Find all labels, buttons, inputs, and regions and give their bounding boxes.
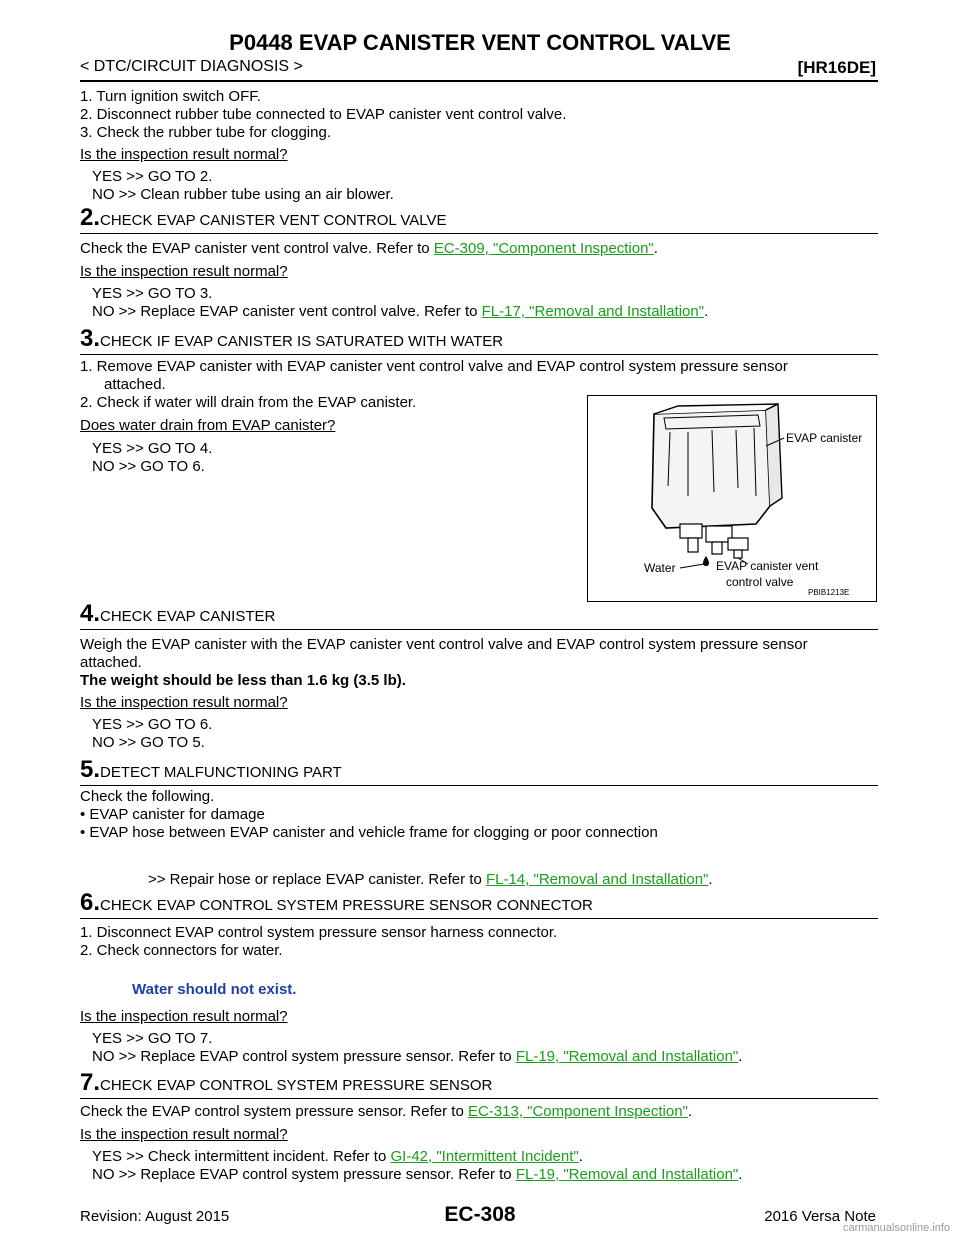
text: . (708, 871, 713, 888)
page-number: EC-308 (444, 1203, 516, 1226)
fl-19-link-2[interactable]: FL-19, "Removal and Installation" (515, 1166, 739, 1183)
fl-14-link[interactable]: FL-14, "Removal and Installation" (485, 871, 709, 888)
section-label: < DTC/CIRCUIT DIAGNOSIS > (80, 58, 303, 75)
step-5-bullet-1: • EVAP canister for damage (80, 806, 265, 823)
step-rule (80, 918, 878, 919)
step-3-item-2: 2. Check if water will drain from the EVAP canister. (80, 394, 417, 411)
step-title: CHECK IF EVAP CANISTER IS SATURATED WITH WATER (100, 333, 504, 350)
text: . (738, 1166, 743, 1183)
evap-canister-drawing (588, 396, 876, 601)
step-4-heading (80, 600, 275, 628)
header-rule (80, 80, 878, 82)
text: >> Repair hose or replace EVAP canister. Refer to (148, 871, 486, 888)
step-rule (80, 233, 878, 234)
step-3-no: NO >> GO TO 6. (92, 458, 205, 475)
step-title: DETECT MALFUNCTIONING PART (100, 764, 342, 781)
step-title: CHECK EVAP CONTROL SYSTEM PRESSURE SENSOR CONNECTOR (100, 897, 593, 914)
engine-label: [HR16DE] (797, 58, 876, 77)
step-number: 6. (80, 889, 101, 916)
step-3-yes: YES >> GO TO 4. (92, 440, 213, 457)
step-4-text-2: attached. (80, 654, 142, 671)
label-water: Water (644, 561, 676, 575)
step-number: 7. (80, 1069, 101, 1096)
text: NO >> Replace EVAP canister vent control valve. Refer to (92, 303, 482, 320)
intro-no: NO >> Clean rubber tube using an air blower. (92, 186, 394, 203)
step-2-no (92, 303, 708, 320)
label-valve-line2: control valve (726, 575, 794, 589)
ec-313-link[interactable]: EC-313, "Component Inspection" (467, 1103, 688, 1120)
step-7-no (92, 1166, 742, 1183)
step-5-bullet-2: • EVAP hose between EVAP canister and vehicle frame for clogging or poor connection (80, 824, 658, 841)
step-title: CHECK EVAP CONTROL SYSTEM PRESSURE SENSOR (100, 1077, 493, 1094)
step-rule (80, 354, 878, 355)
intro-step-1: 1. Turn ignition switch OFF. (80, 88, 261, 105)
ec-309-link[interactable]: EC-309, "Component Inspection" (433, 240, 654, 257)
text: YES >> Check intermittent incident. Refer to (92, 1148, 391, 1165)
step-6-item-1: 1. Disconnect EVAP control system pressure sensor harness connector. (80, 924, 558, 941)
text: . (687, 1103, 693, 1120)
step-6-item-2: 2. Check connectors for water. (80, 942, 283, 959)
step-5-action (148, 871, 713, 888)
step-rule (80, 629, 878, 630)
step-rule (80, 1098, 878, 1099)
text: . (653, 240, 658, 257)
intro-step-2: 2. Disconnect rubber tube connected to EVAP canister vent control valve. (80, 106, 567, 123)
figure-code: PBIB1213E (808, 588, 850, 597)
step-number: 2. (80, 204, 101, 231)
step-7-yes (92, 1148, 583, 1165)
step-2-question: Is the inspection result normal? (80, 263, 288, 280)
step-6-heading (80, 889, 593, 917)
step-rule (80, 785, 878, 786)
step-3-item-1-cont: attached. (104, 376, 166, 393)
step-title: CHECK EVAP CANISTER (100, 608, 276, 625)
step-6-question: Is the inspection result normal? (80, 1008, 288, 1025)
text: . (738, 1048, 743, 1065)
step-4-question: Is the inspection result normal? (80, 694, 288, 711)
step-2-yes: YES >> GO TO 3. (92, 285, 213, 302)
page-title: P0448 EVAP CANISTER VENT CONTROL VALVE (229, 30, 731, 55)
step-number: 4. (80, 600, 101, 627)
step-4-text-1: Weigh the EVAP canister with the EVAP canister vent control valve and EVAP control system pressure sensor (80, 636, 808, 653)
fl-17-link[interactable]: FL-17, "Removal and Installation" (481, 303, 705, 320)
text: NO >> Replace EVAP control system pressure sensor. Refer to (92, 1166, 516, 1183)
label-valve-line1: EVAP canister vent (716, 559, 819, 573)
text: Check the EVAP control system pressure sensor. Refer to (80, 1103, 468, 1120)
step-5-text: Check the following. (80, 788, 215, 805)
evap-canister-figure (587, 395, 877, 602)
step-6-yes: YES >> GO TO 7. (92, 1030, 213, 1047)
step-7-heading (80, 1069, 492, 1097)
step-4-yes: YES >> GO TO 6. (92, 716, 213, 733)
step-3-question: Does water drain from EVAP canister? (80, 417, 336, 434)
revision-date: Revision: August 2015 (80, 1208, 230, 1225)
step-title: CHECK EVAP CANISTER VENT CONTROL VALVE (100, 212, 447, 229)
text: . (578, 1148, 583, 1165)
step-6-spec: Water should not exist. (132, 981, 297, 998)
step-number: 5. (80, 756, 101, 783)
model-name: 2016 Versa Note (764, 1208, 876, 1225)
text: NO >> Replace EVAP control system pressure sensor. Refer to (92, 1048, 516, 1065)
step-5-heading (80, 756, 342, 784)
step-number: 3. (80, 325, 101, 352)
intro-question: Is the inspection result normal? (80, 146, 288, 163)
step-4-no: NO >> GO TO 5. (92, 734, 205, 751)
step-2-heading (80, 204, 447, 232)
watermark: carmanualsonline.info (842, 1222, 950, 1234)
label-canister: EVAP canister (786, 431, 863, 445)
step-3-item-1: 1. Remove EVAP canister with EVAP canister vent control valve and EVAP control system pressure sensor (80, 358, 788, 375)
step-6-no (92, 1048, 742, 1065)
intro-step-3: 3. Check the rubber tube for clogging. (80, 124, 331, 141)
text: . (704, 303, 709, 320)
step-7-text (80, 1103, 692, 1120)
text: Check the EVAP canister vent control valve. Refer to (80, 240, 434, 257)
gi-42-link[interactable]: GI-42, "Intermittent Incident" (390, 1148, 579, 1165)
step-4-spec: The weight should be less than 1.6 kg (3.5 lb). (80, 672, 406, 689)
intro-yes: YES >> GO TO 2. (92, 168, 213, 185)
step-2-text (80, 240, 658, 257)
fl-19-link[interactable]: FL-19, "Removal and Installation" (515, 1048, 739, 1065)
step-7-question: Is the inspection result normal? (80, 1126, 288, 1143)
step-3-heading (80, 325, 503, 353)
